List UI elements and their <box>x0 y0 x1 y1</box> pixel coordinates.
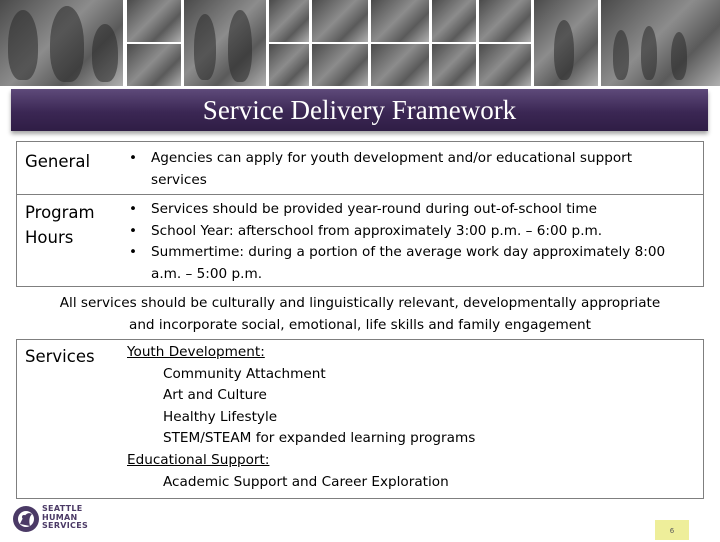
program-hours-bullet: • Summertime: during a portion of the average work day approximately 8:00 a.m. – 5:00 p.m. <box>129 244 666 282</box>
services-item: Community Attachment <box>163 365 326 382</box>
program-hours-row <box>17 195 703 285</box>
general-bullets <box>129 148 683 191</box>
photo-event-4 <box>432 44 476 86</box>
photo-collage-header <box>0 0 720 86</box>
services-item: Academic Support and Career Exploration <box>163 473 449 490</box>
youth-development-heading: Youth Development: <box>127 344 265 360</box>
services-label: Services <box>25 347 95 366</box>
photo-event-1 <box>371 0 429 42</box>
photo-store <box>534 0 598 86</box>
program-hours-bullet: • Services should be provided year-round during out-of-school time <box>129 201 597 217</box>
photo-group-1 <box>269 0 309 42</box>
note-line-1: All services should be culturally and linguistically relevant, developmentally appropriate <box>59 295 661 311</box>
general-row <box>17 142 703 194</box>
services-list <box>127 342 475 493</box>
photo-children-2 <box>127 44 181 86</box>
photo-event-2 <box>371 44 429 86</box>
photo-classroom <box>184 0 266 86</box>
framework-table <box>16 141 704 287</box>
note-line-2: and incorporate social, emotional, life skills and family engagement <box>128 317 592 333</box>
photo-event-6 <box>479 44 531 86</box>
title-banner <box>11 89 708 131</box>
photo-group-3 <box>312 0 368 42</box>
services-table <box>16 339 704 499</box>
general-label: General <box>25 152 91 171</box>
educational-support-heading: Educational Support: <box>127 451 270 468</box>
photo-crowd <box>601 0 720 86</box>
photo-family <box>0 0 123 86</box>
photo-group-4 <box>312 44 368 86</box>
page-number: 6 <box>655 520 689 540</box>
photo-event-3 <box>432 0 476 42</box>
cultural-relevance-note <box>20 292 700 336</box>
services-item: STEM/STEAM for expanded learning programs <box>163 430 476 447</box>
services-item: Art and Culture <box>163 387 267 404</box>
general-bullet: • Agencies can apply for youth development and/or educational support services <box>129 150 633 188</box>
program-hours-bullet: • School Year: afterschool from approximately 3:00 p.m. – 6:00 p.m. <box>129 222 603 239</box>
page-title: Service Delivery Framework <box>202 94 517 125</box>
program-hours-label: Program Hours <box>25 203 95 247</box>
logo-wordmark: SEATTLE HUMAN SERVICES <box>42 504 89 531</box>
photo-group-2 <box>269 44 309 86</box>
program-hours-bullets <box>129 199 683 285</box>
photo-children-1 <box>127 0 181 42</box>
services-item: Healthy Lifestyle <box>163 408 278 425</box>
photo-event-5 <box>479 0 531 42</box>
